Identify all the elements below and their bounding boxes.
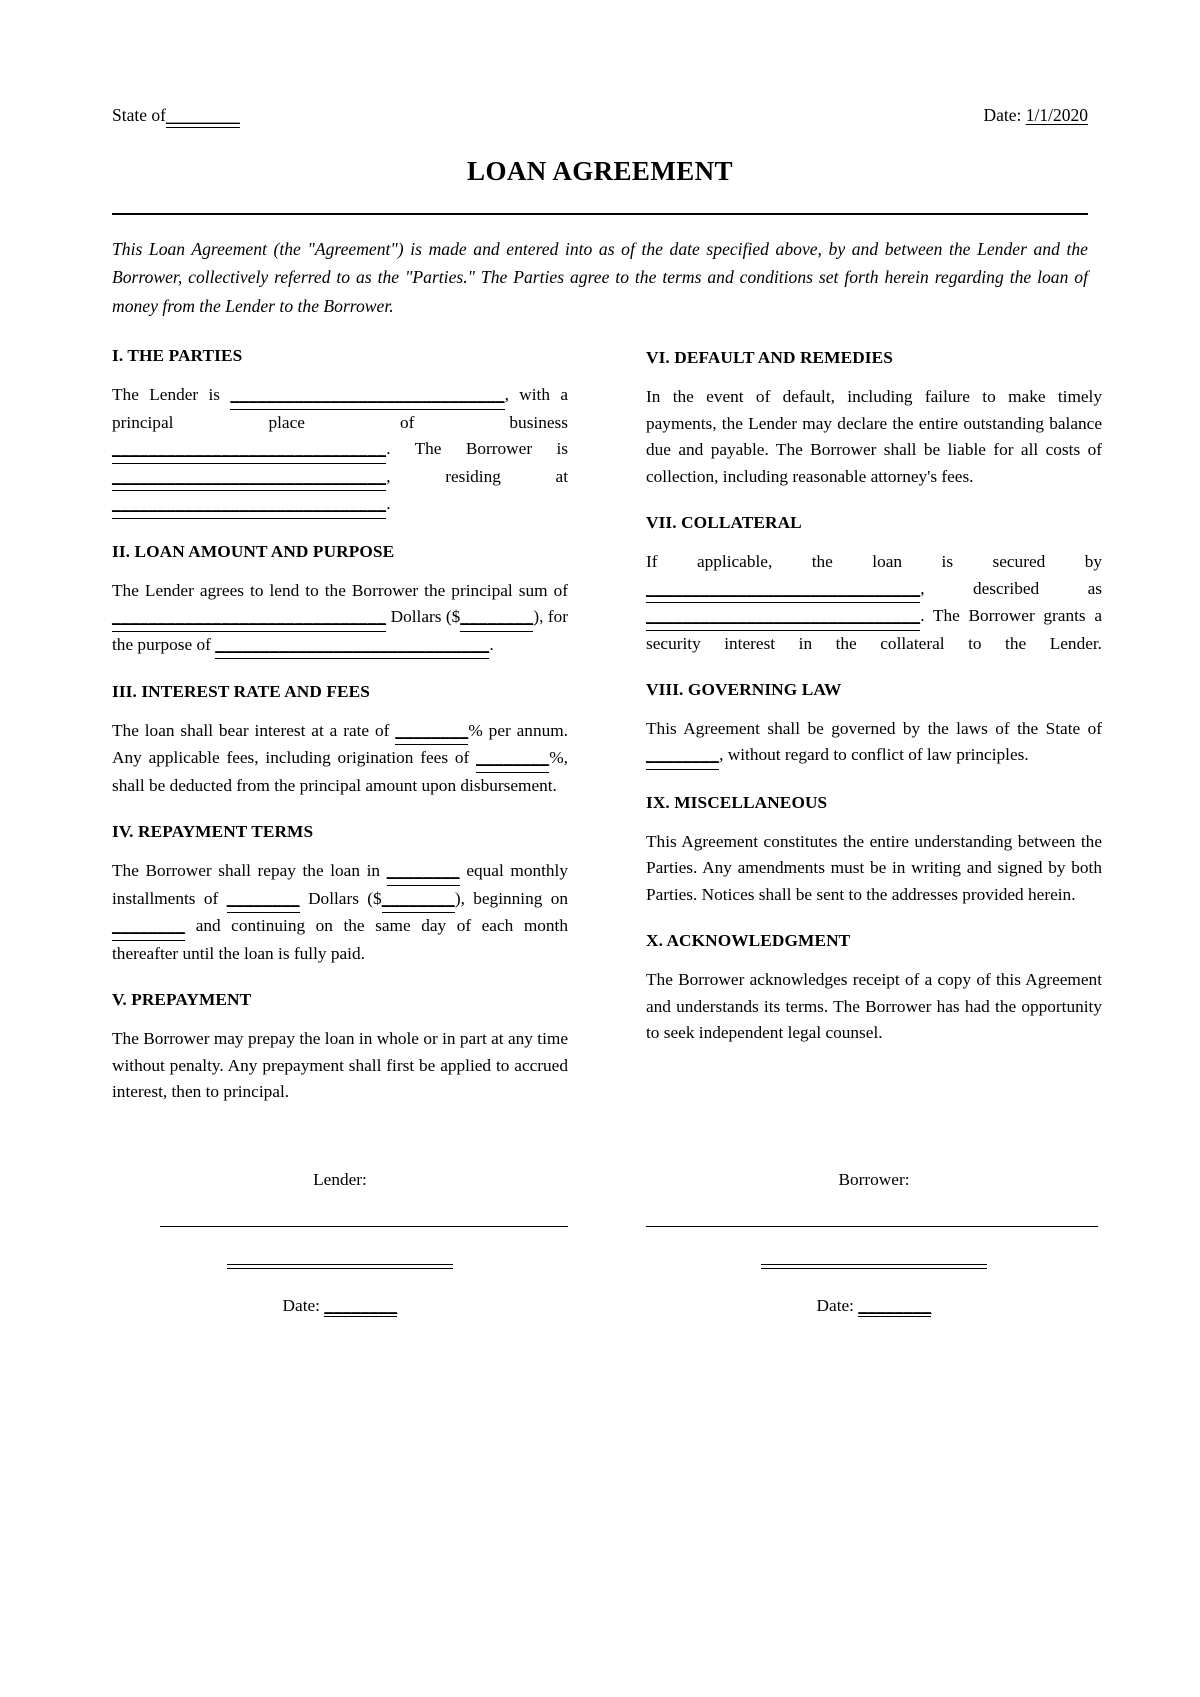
lender-printed-name-line[interactable] — [227, 1264, 453, 1269]
section-body-3 — [112, 718, 568, 799]
lender-date-label: Date: — [282, 1295, 320, 1315]
lender-signature-group — [112, 1170, 568, 1317]
repay-text-1: The Borrower shall repay the loan in — [112, 861, 381, 881]
section-heading-10: X. ACKNOWLEDGMENT — [646, 931, 851, 951]
section-body-2 — [112, 578, 568, 659]
left-column — [112, 346, 568, 1105]
section-body-5: The Borrower may prepay the loan in whole or in part at any time without penalty. Any prepayment shall first be applied to accrued interest, then to principal. — [112, 1029, 568, 1102]
section-miscellaneous — [646, 793, 1102, 908]
section-body-1 — [112, 382, 568, 518]
section-heading-9: IX. MISCELLANEOUS — [646, 792, 828, 812]
date-value[interactable]: 1/1/2020 — [1025, 105, 1088, 125]
governing-text-1: This Agreement shall be governed by the laws of the State of — [646, 719, 1102, 738]
collateral-description-blank[interactable]: ______________________________ — [646, 603, 920, 630]
installment-count-blank[interactable]: ________ — [387, 858, 460, 885]
interest-text-2: % per annum. Any applicable fees, including origination fees of — [112, 721, 568, 768]
amount-text-3: ), for the purpose of — [112, 607, 568, 654]
interest-text-3: %, shall be deducted from the principal amount upon disbursement. — [112, 748, 568, 795]
lender-name-blank[interactable]: ______________________________ — [230, 382, 504, 409]
section-repayment-terms — [112, 822, 568, 967]
amount-text-2: Dollars ($ — [390, 607, 461, 627]
state-field — [112, 105, 240, 128]
section-heading-6: VI. DEFAULT AND REMEDIES — [646, 348, 893, 368]
section-heading-1: I. THE PARTIES — [112, 346, 243, 366]
date-field — [983, 105, 1088, 127]
section-heading-3: III. INTEREST RATE AND FEES — [112, 682, 371, 701]
section-heading-7: VII. COLLATERAL — [646, 513, 802, 533]
body-columns — [112, 346, 1102, 1105]
lender-date-blank[interactable]: ________ — [324, 1295, 398, 1315]
principal-figure-blank[interactable]: ________ — [460, 604, 533, 631]
borrower-date-blank[interactable]: ________ — [858, 1295, 932, 1315]
parties-text-4: , residing at — [386, 466, 568, 486]
repay-text-4: ), beginning on — [454, 888, 568, 908]
lender-address-blank[interactable]: ______________________________ — [112, 436, 386, 463]
state-label: State of — [112, 105, 166, 125]
section-heading-8: VIII. GOVERNING LAW — [646, 680, 842, 699]
borrower-printed-name-line[interactable] — [761, 1264, 987, 1269]
lender-date-field — [112, 1296, 568, 1317]
amount-text-4: . — [489, 634, 494, 654]
governing-state-blank[interactable]: ________ — [646, 742, 719, 769]
lender-signature-line[interactable] — [160, 1226, 568, 1227]
lender-signature-label: Lender: — [313, 1169, 367, 1189]
parties-text-2: , with a principal place of business — [112, 385, 569, 432]
intro-paragraph: This Loan Agreement (the "Agreement") is made and entered into as of the date specified above, by and between the Lender and the Borrower, collectively referred to as the "Parties." The Parties agree to the terms and conditions set forth herein regarding the loan of money from the Lender to the Borrower. — [112, 238, 1088, 316]
collateral-text-1: If applicable, the loan is secured by — [646, 552, 1102, 572]
section-body-6: In the event of default, including failure to make timely payments, the Lender may declare the entire outstanding balance due and payable. The Borrower shall be liable for all costs of collection, including reasonable attorney's fees. — [646, 387, 1102, 486]
section-heading-2: II. LOAN AMOUNT AND PURPOSE — [112, 541, 395, 561]
document-header — [112, 105, 1088, 128]
section-prepayment — [112, 990, 568, 1105]
signature-block — [112, 1170, 1088, 1317]
first-payment-date-blank[interactable]: ________ — [112, 913, 185, 940]
page-title: LOAN AGREEMENT — [467, 155, 733, 186]
repay-text-5: and continuing on the same day of each month thereafter until the loan is fully paid. — [112, 916, 569, 963]
collateral-text-3: . The Borrower grants a security interest in the collateral to the Lender. — [646, 606, 1102, 653]
section-default-remedies — [646, 348, 1102, 490]
parties-text-1: The Lender is — [112, 385, 221, 405]
borrower-signature-group — [646, 1170, 1102, 1317]
borrower-date-field — [646, 1296, 1102, 1317]
right-column — [646, 346, 1102, 1105]
section-heading-4: IV. REPAYMENT TERMS — [112, 822, 314, 842]
section-body-8 — [646, 716, 1102, 770]
date-label: Date: — [983, 105, 1022, 125]
installment-words-blank[interactable]: ________ — [227, 886, 300, 913]
collateral-security-blank[interactable]: ______________________________ — [646, 576, 920, 603]
collateral-text-2: , described as — [920, 578, 1102, 598]
borrower-signature-label: Borrower: — [838, 1169, 910, 1189]
interest-text-1: The loan shall bear interest at a rate of — [112, 721, 390, 740]
principal-words-blank[interactable]: ______________________________ — [112, 604, 386, 631]
section-body-9: This Agreement constitutes the entire understanding between the Parties. Any amendments must be in writing and signed by both Parties. Notices shall be sent to the addresses provided herein. — [646, 831, 1102, 904]
origination-fee-blank[interactable]: ________ — [476, 745, 549, 772]
section-loan-amount — [112, 542, 568, 659]
section-the-parties — [112, 346, 568, 518]
borrower-address-blank[interactable]: ______________________________ — [112, 491, 386, 518]
loan-purpose-blank[interactable]: ______________________________ — [215, 632, 489, 659]
parties-text-5: . — [386, 494, 391, 514]
installment-figure-blank[interactable]: ________ — [382, 886, 455, 913]
section-collateral — [646, 513, 1102, 657]
parties-text-3: . The Borrower is — [386, 439, 568, 459]
section-body-4 — [112, 858, 568, 967]
borrower-name-blank[interactable]: ______________________________ — [112, 464, 386, 491]
section-body-7 — [646, 549, 1102, 657]
title-divider — [112, 213, 1088, 215]
section-governing-law — [646, 680, 1102, 770]
governing-text-2: , without regard to conflict of law principles. — [719, 745, 1029, 765]
amount-text-1: The Lender agrees to lend to the Borrower the principal sum of — [112, 580, 568, 600]
section-interest-rate — [112, 682, 568, 799]
state-blank[interactable]: ________ — [166, 105, 240, 128]
repay-text-2: equal monthly installments of — [112, 861, 568, 908]
borrower-signature-line[interactable] — [646, 1226, 1098, 1227]
interest-rate-blank[interactable]: ________ — [395, 718, 468, 745]
section-body-10: The Borrower acknowledges receipt of a copy of this Agreement and understands its terms. The Borrower has had the opportunity to seek independent legal counsel. — [646, 970, 1102, 1043]
section-acknowledgment — [646, 931, 1102, 1046]
repay-text-3: Dollars ($ — [308, 888, 382, 908]
borrower-date-label: Date: — [816, 1295, 854, 1315]
section-heading-5: V. PREPAYMENT — [112, 990, 252, 1010]
